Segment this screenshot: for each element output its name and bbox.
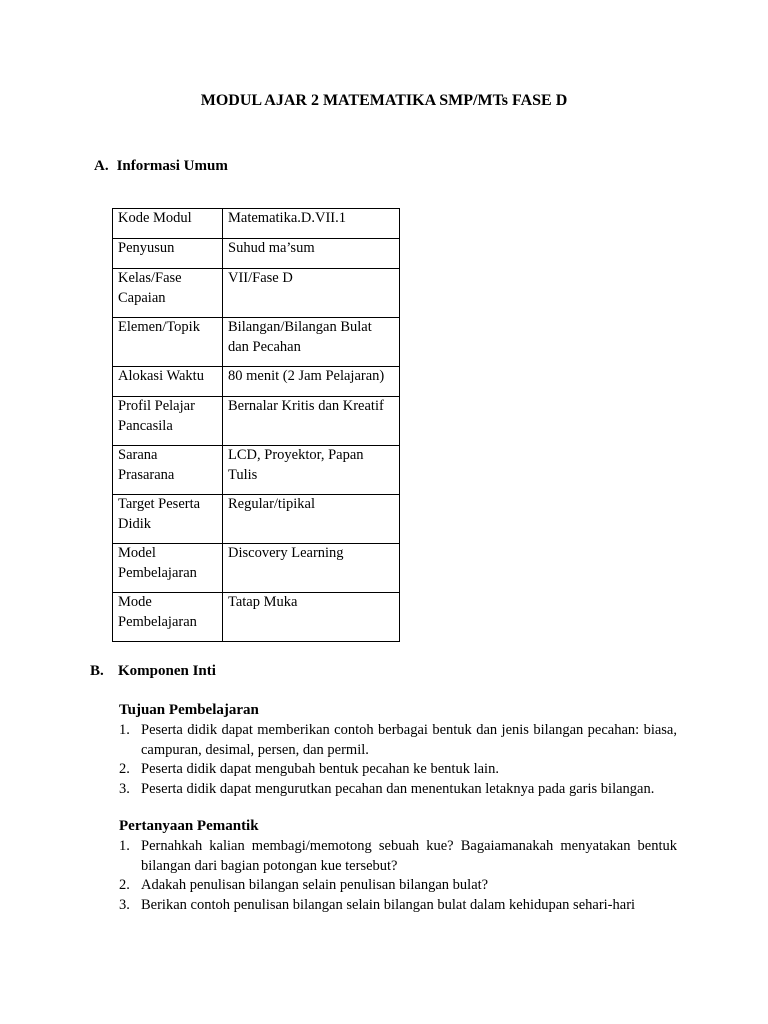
table-key: Kelas/Fase Capaian bbox=[113, 269, 223, 318]
table-value: VII/Fase D bbox=[223, 269, 400, 318]
table-row bbox=[113, 397, 400, 446]
list-item bbox=[119, 896, 677, 916]
list-text: Adakah penulisan bilangan selain penulisan bilangan bulat? bbox=[141, 877, 489, 893]
table-row bbox=[113, 495, 400, 544]
list-item bbox=[119, 721, 677, 760]
list-number: 1. bbox=[119, 838, 130, 854]
section-b-letter: B. bbox=[90, 663, 104, 679]
table-row bbox=[113, 239, 400, 269]
table-row bbox=[113, 367, 400, 397]
info-table bbox=[112, 208, 400, 642]
table-value: Suhud ma’sum bbox=[223, 239, 400, 269]
tujuan-heading: Tujuan Pembelajaran bbox=[119, 702, 259, 718]
list-number: 3. bbox=[119, 896, 130, 913]
table-row bbox=[113, 593, 400, 642]
table-value: Regular/tipikal bbox=[223, 495, 400, 544]
list-number: 2. bbox=[119, 761, 130, 777]
table-key: Kode Modul bbox=[113, 209, 223, 239]
table-key: Target Peserta Didik bbox=[113, 495, 223, 544]
table-key: Elemen/Topik bbox=[113, 318, 223, 367]
table-key: Model Pembelajaran bbox=[113, 544, 223, 593]
table-value: Tatap Muka bbox=[223, 593, 400, 642]
section-a-label: Informasi Umum bbox=[116, 158, 228, 174]
table-row bbox=[113, 269, 400, 318]
section-b-heading bbox=[90, 663, 216, 680]
section-b-label: Komponen Inti bbox=[118, 663, 216, 679]
table-value: Discovery Learning bbox=[223, 544, 400, 593]
tujuan-list bbox=[119, 721, 677, 799]
table-row bbox=[113, 544, 400, 593]
list-item bbox=[119, 780, 677, 800]
table-value: LCD, Proyektor, Papan Tulis bbox=[223, 446, 400, 495]
table-key: Profil Pelajar Pancasila bbox=[113, 397, 223, 446]
list-number: 3. bbox=[119, 780, 130, 797]
table-value: Bernalar Kritis dan Kreatif bbox=[223, 397, 400, 446]
table-row bbox=[113, 446, 400, 495]
list-number: 2. bbox=[119, 877, 130, 893]
list-text: Pernahkah kalian membagi/memotong sebuah kue? Bagaiamanakah menyatakan bentuk bilangan dari bagian potongan kue tersebut? bbox=[141, 838, 677, 874]
list-text: Berikan contoh penulisan bilangan selain bilangan bulat dalam kehidupan sehari-hari bbox=[141, 896, 636, 913]
section-a-letter: A. bbox=[94, 158, 109, 174]
section-a-heading bbox=[94, 158, 228, 175]
list-text: Peserta didik dapat memberikan contoh berbagai bentuk dan jenis bilangan pecahan: biasa, campuran, desimal, persen, dan permil. bbox=[141, 722, 677, 758]
table-value: Bilangan/Bilangan Bulat dan Pecahan bbox=[223, 318, 400, 367]
table-value: 80 menit (2 Jam Pelajaran) bbox=[223, 367, 400, 397]
list-text: Peserta didik dapat mengubah bentuk pecahan ke bentuk lain. bbox=[141, 761, 499, 777]
list-number: 1. bbox=[119, 722, 130, 738]
table-key: Penyusun bbox=[113, 239, 223, 269]
table-row bbox=[113, 318, 400, 367]
list-item bbox=[119, 876, 677, 896]
table-value: Matematika.D.VII.1 bbox=[223, 209, 400, 239]
list-item bbox=[119, 760, 677, 780]
table-key: Sarana Prasarana bbox=[113, 446, 223, 495]
document-title: MODUL AJAR 2 MATEMATIKA SMP/MTs FASE D bbox=[200, 92, 568, 109]
table-row bbox=[113, 209, 400, 239]
pemantik-list bbox=[119, 837, 677, 915]
list-item bbox=[119, 837, 677, 876]
pemantik-heading: Pertanyaan Pemantik bbox=[119, 818, 259, 834]
table-key: Alokasi Waktu bbox=[113, 367, 223, 397]
list-text: Peserta didik dapat mengurutkan pecahan dan menentukan letaknya pada garis bilangan. bbox=[141, 780, 655, 797]
table-key: Mode Pembelajaran bbox=[113, 593, 223, 642]
